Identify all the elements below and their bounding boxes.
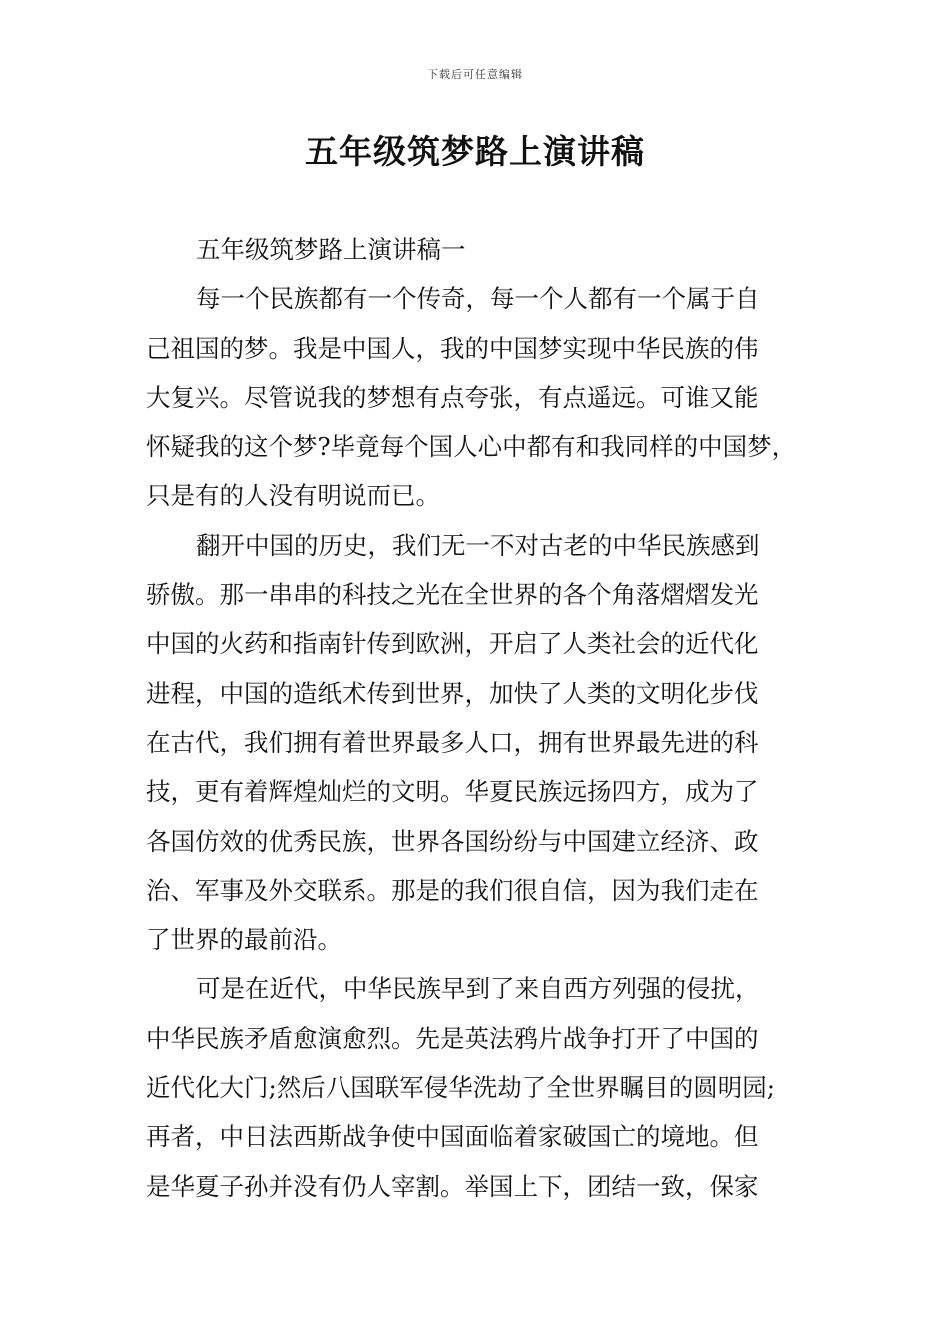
text-line: 技，更有着辉煌灿烂的文明。华夏民族远扬四方，成为了 xyxy=(146,777,759,807)
text-line: 骄傲。那一串串的科技之光在全世界的各个角落熠熠发光 xyxy=(146,580,759,610)
text-line: 大复兴。尽管说我的梦想有点夸张，有点遥远。可谁又能 xyxy=(146,382,759,412)
document-body xyxy=(146,225,812,1211)
text-line: 怀疑我的这个梦?毕竟每个国人心中都有和我同样的中国梦， xyxy=(146,432,797,462)
text-line: 近代化大门;然后八国联军侵华洗劫了全世界瞩目的圆明园; xyxy=(146,1073,776,1103)
text-line: 五年级筑梦路上演讲稿一 xyxy=(196,235,466,264)
text-line: 在古代，我们拥有着世界最多人口，拥有世界最先进的科 xyxy=(146,727,759,757)
document-title: 五年级筑梦路上演讲稿 xyxy=(305,132,645,171)
page-header-note: 下载后可任意编辑 xyxy=(427,68,523,81)
text-line: 己祖国的梦。我是中国人，我的中国梦实现中华民族的伟 xyxy=(146,333,759,363)
text-line: 中国的火药和指南针传到欧洲，开启了人类社会的近代化 xyxy=(146,629,759,659)
text-line: 再者，中日法西斯战争使中国面临着家破国亡的境地。但 xyxy=(146,1122,759,1152)
text-line: 翻开中国的历史，我们无一不对古老的中华民族感到 xyxy=(196,530,760,560)
text-line: 了世界的最前沿。 xyxy=(146,925,342,955)
text-line: 中华民族矛盾愈演愈烈。先是英法鸦片战争打开了中国的 xyxy=(146,1023,759,1053)
text-line: 各国仿效的优秀民族，世界各国纷纷与中国建立经济、政 xyxy=(146,826,759,856)
text-line: 是华夏子孙并没有仍人宰割。举国上下，团结一致，保家 xyxy=(146,1171,759,1201)
text-line: 可是在近代，中华民族早到了来自西方列强的侵扰， xyxy=(196,974,760,1004)
text-line: 进程，中国的造纸术传到世界，加快了人类的文明化步伐 xyxy=(146,678,759,708)
text-line: 只是有的人没有明说而已。 xyxy=(146,481,440,511)
text-line: 治、军事及外交联系。那是的我们很自信，因为我们走在 xyxy=(146,875,759,905)
text-line: 每一个民族都有一个传奇，每一个人都有一个属于自 xyxy=(196,284,760,314)
